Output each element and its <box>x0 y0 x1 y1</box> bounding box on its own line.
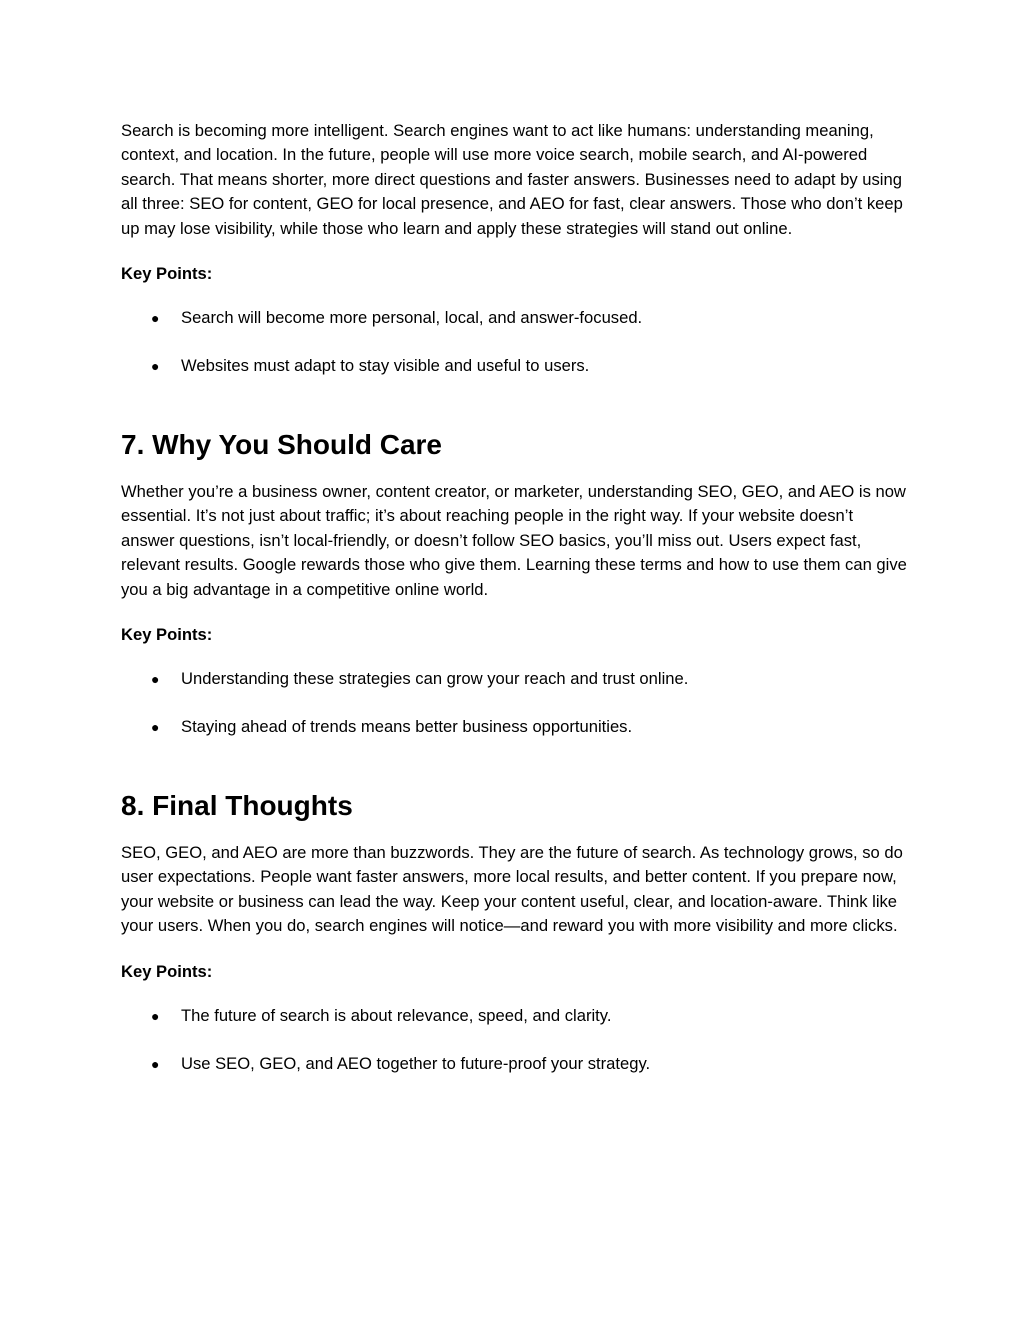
bullet-icon: ● <box>151 671 160 688</box>
section-heading: 7. Why You Should Care <box>121 429 443 461</box>
document-page <box>121 119 911 1076</box>
bullet-icon: ● <box>151 310 160 327</box>
list-item <box>121 1052 911 1076</box>
list-item-text: Understanding these strategies can grow your reach and trust online. <box>181 669 689 689</box>
key-points-label: Key Points: <box>121 264 213 284</box>
bullet-icon: ● <box>151 1055 160 1072</box>
list-item <box>121 667 911 691</box>
list-item <box>121 1004 911 1028</box>
list-item-text: Staying ahead of trends means better business opportunities. <box>181 717 633 737</box>
section-paragraph: Whether you’re a business owner, content creator, or marketer, understanding SEO, GEO, and AEO is now essential. It’s not just about traffic; it’s about reaching people in the right way. If your website doesn’t answer questions, isn’t local-friendly, or doesn’t follow SEO basics, you’ll miss out. Users expect fast, relevant results. Google rewards those who give them. Learning these terms and how to use them can give you a big advantage in a competitive online world. <box>121 482 907 599</box>
bullet-icon: ● <box>151 1007 160 1024</box>
list-item-text: Use SEO, GEO, and AEO together to future-proof your strategy. <box>181 1053 651 1073</box>
list-item-text: Search will become more personal, local, and answer-focused. <box>181 308 643 328</box>
key-points-label: Key Points: <box>121 961 213 981</box>
key-points-list <box>121 667 911 739</box>
list-item-text: The future of search is about relevance, speed, and clarity. <box>181 1005 612 1025</box>
list-item-text: Websites must adapt to stay visible and useful to users. <box>181 356 590 376</box>
list-item <box>121 715 911 739</box>
intro-paragraph: Search is becoming more intelligent. Search engines want to act like humans: understanding meaning, context, and location. In the future, people will use more voice search, mobile search, and AI-powered search. That means shorter, more direct questions and faster answers. Businesses need to adapt by using all three: SEO for content, GEO for local presence, and AEO for fast, clear answers. Those who don’t keep up may lose visibility, while those who learn and apply these strategies will stand out online. <box>121 121 903 238</box>
key-points-list <box>121 1004 911 1076</box>
section-heading: 8. Final Thoughts <box>121 790 353 822</box>
list-item <box>121 354 911 378</box>
key-points-label: Key Points: <box>121 625 213 645</box>
list-item <box>121 306 911 330</box>
section-paragraph: SEO, GEO, and AEO are more than buzzwords. They are the future of search. As technology grows, so do user expectations. People want faster answers, more local results, and better content. If you prepare now, your website or business can lead the way. Keep your content useful, clear, and location-aware. Think like your users. When you do, search engines will notice—and reward you with more visibility and more clicks. <box>121 843 903 936</box>
key-points-list <box>121 306 911 378</box>
bullet-icon: ● <box>151 719 160 736</box>
bullet-icon: ● <box>151 358 160 375</box>
